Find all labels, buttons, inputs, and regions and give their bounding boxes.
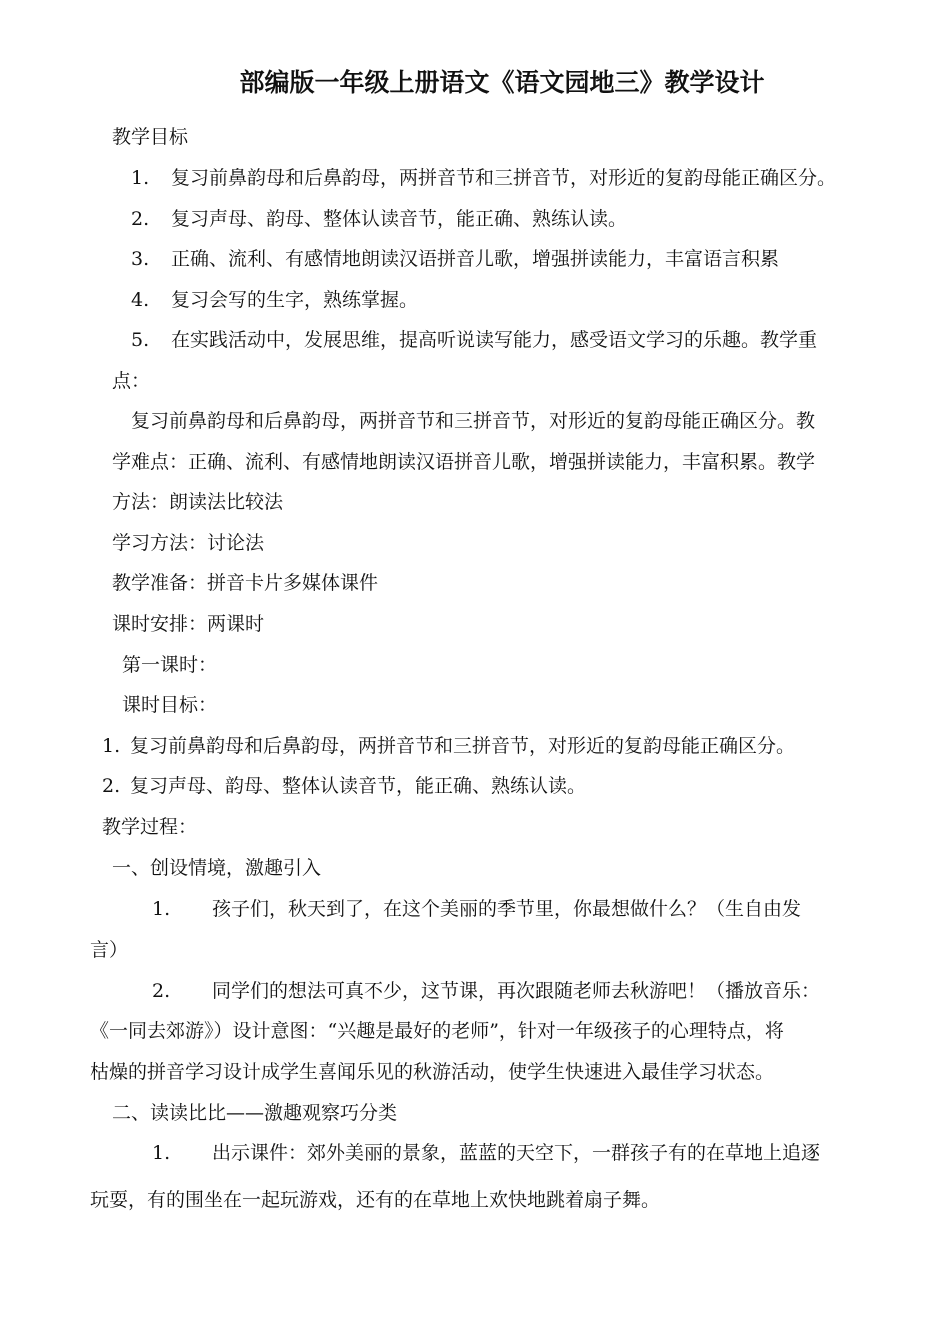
item-text: 孩子们，秋天到了，在这个美丽的季节里，你最想做什么？（生自由发 [212, 898, 802, 920]
schedule: 课时安排：两课时 [112, 613, 265, 635]
item-text: 复习声母、韵母、整体认读音节，能正确、熟练认读。 [171, 208, 628, 230]
item-number: 1. [102, 735, 121, 757]
item-number: 1. [152, 1142, 171, 1164]
document-title: 部编版一年级上册语文《语文园地三》教学设计 [239, 68, 765, 97]
process-item [152, 1141, 820, 1165]
lesson-goals-heading: 课时目标： [122, 694, 218, 716]
item-number: 4. [131, 289, 150, 311]
lesson-goal-item [102, 734, 795, 758]
item-text: 复习前鼻韵母和后鼻韵母，两拼音节和三拼音节，对形近的复韵母能正确区分。 [130, 735, 796, 757]
objective-item [131, 207, 627, 231]
key-points-line: 学难点：正确、流利、有感情地朗读汉语拼音儿歌，增强拼读能力，丰富积累。教学 [112, 451, 816, 473]
item-text: 正确、流利、有感情地朗读汉语拼音儿歌，增强拼读能力，丰富语言积累 [171, 248, 780, 270]
key-points-line: 方法：朗读法比较法 [112, 491, 284, 513]
item-number: 2. [152, 980, 171, 1002]
section-heading: 二、读读比比——激趣观察巧分类 [112, 1102, 398, 1124]
item-text: 复习前鼻韵母和后鼻韵母，两拼音节和三拼音节，对形近的复韵母能正确区分。 [171, 167, 837, 189]
item-text: 在实践活动中，发展思维，提高听说读写能力，感受语文学习的乐趣。教学重 [171, 329, 818, 351]
item-number: 2. [131, 208, 150, 230]
process-item-continuation: 言） [90, 939, 129, 961]
objectives-heading: 教学目标 [112, 126, 189, 148]
objective-item [131, 247, 779, 271]
key-points-line: 复习前鼻韵母和后鼻韵母，两拼音节和三拼音节，对形近的复韵母能正确区分。教 [131, 410, 816, 432]
item-number: 1. [152, 898, 171, 920]
item-text: 出示课件：郊外美丽的景象，蓝蓝的天空下，一群孩子有的在草地上追逐 [212, 1142, 821, 1164]
process-item-continuation: 玩耍，有的围坐在一起玩游戏，还有的在草地上欢快地跳着扇子舞。 [90, 1189, 661, 1211]
process-item-continuation: 《一同去郊游》）设计意图：“兴趣是最好的老师”，针对一年级孩子的心理特点，将 [90, 1020, 784, 1042]
item-number: 5. [131, 329, 150, 351]
objective-item [131, 166, 836, 190]
process-heading: 教学过程： [102, 816, 198, 838]
preparation: 教学准备：拼音卡片多媒体课件 [112, 572, 379, 594]
objective-continuation: 点： [112, 370, 151, 392]
objective-item [131, 288, 418, 312]
item-text: 复习会写的生字，熟练掌握。 [171, 289, 419, 311]
process-item-continuation: 枯燥的拼音学习设计成学生喜闻乐见的秋游活动，使学生快速进入最佳学习状态。 [90, 1061, 775, 1083]
item-number: 3. [131, 248, 150, 270]
item-number: 2. [102, 775, 121, 797]
process-item [152, 979, 820, 1003]
item-text: 复习声母、韵母、整体认读音节，能正确、熟练认读。 [130, 775, 587, 797]
objective-item [131, 328, 817, 352]
study-method: 学习方法：讨论法 [112, 532, 265, 554]
item-number: 1. [131, 167, 150, 189]
item-text: 同学们的想法可真不少，这节课，再次跟随老师去秋游吧！（播放音乐： [212, 980, 821, 1002]
lesson-goal-item [102, 774, 586, 798]
process-item [152, 897, 801, 921]
lesson-heading: 第一课时： [122, 654, 218, 676]
section-heading: 一、创设情境，激趣引入 [112, 857, 322, 879]
